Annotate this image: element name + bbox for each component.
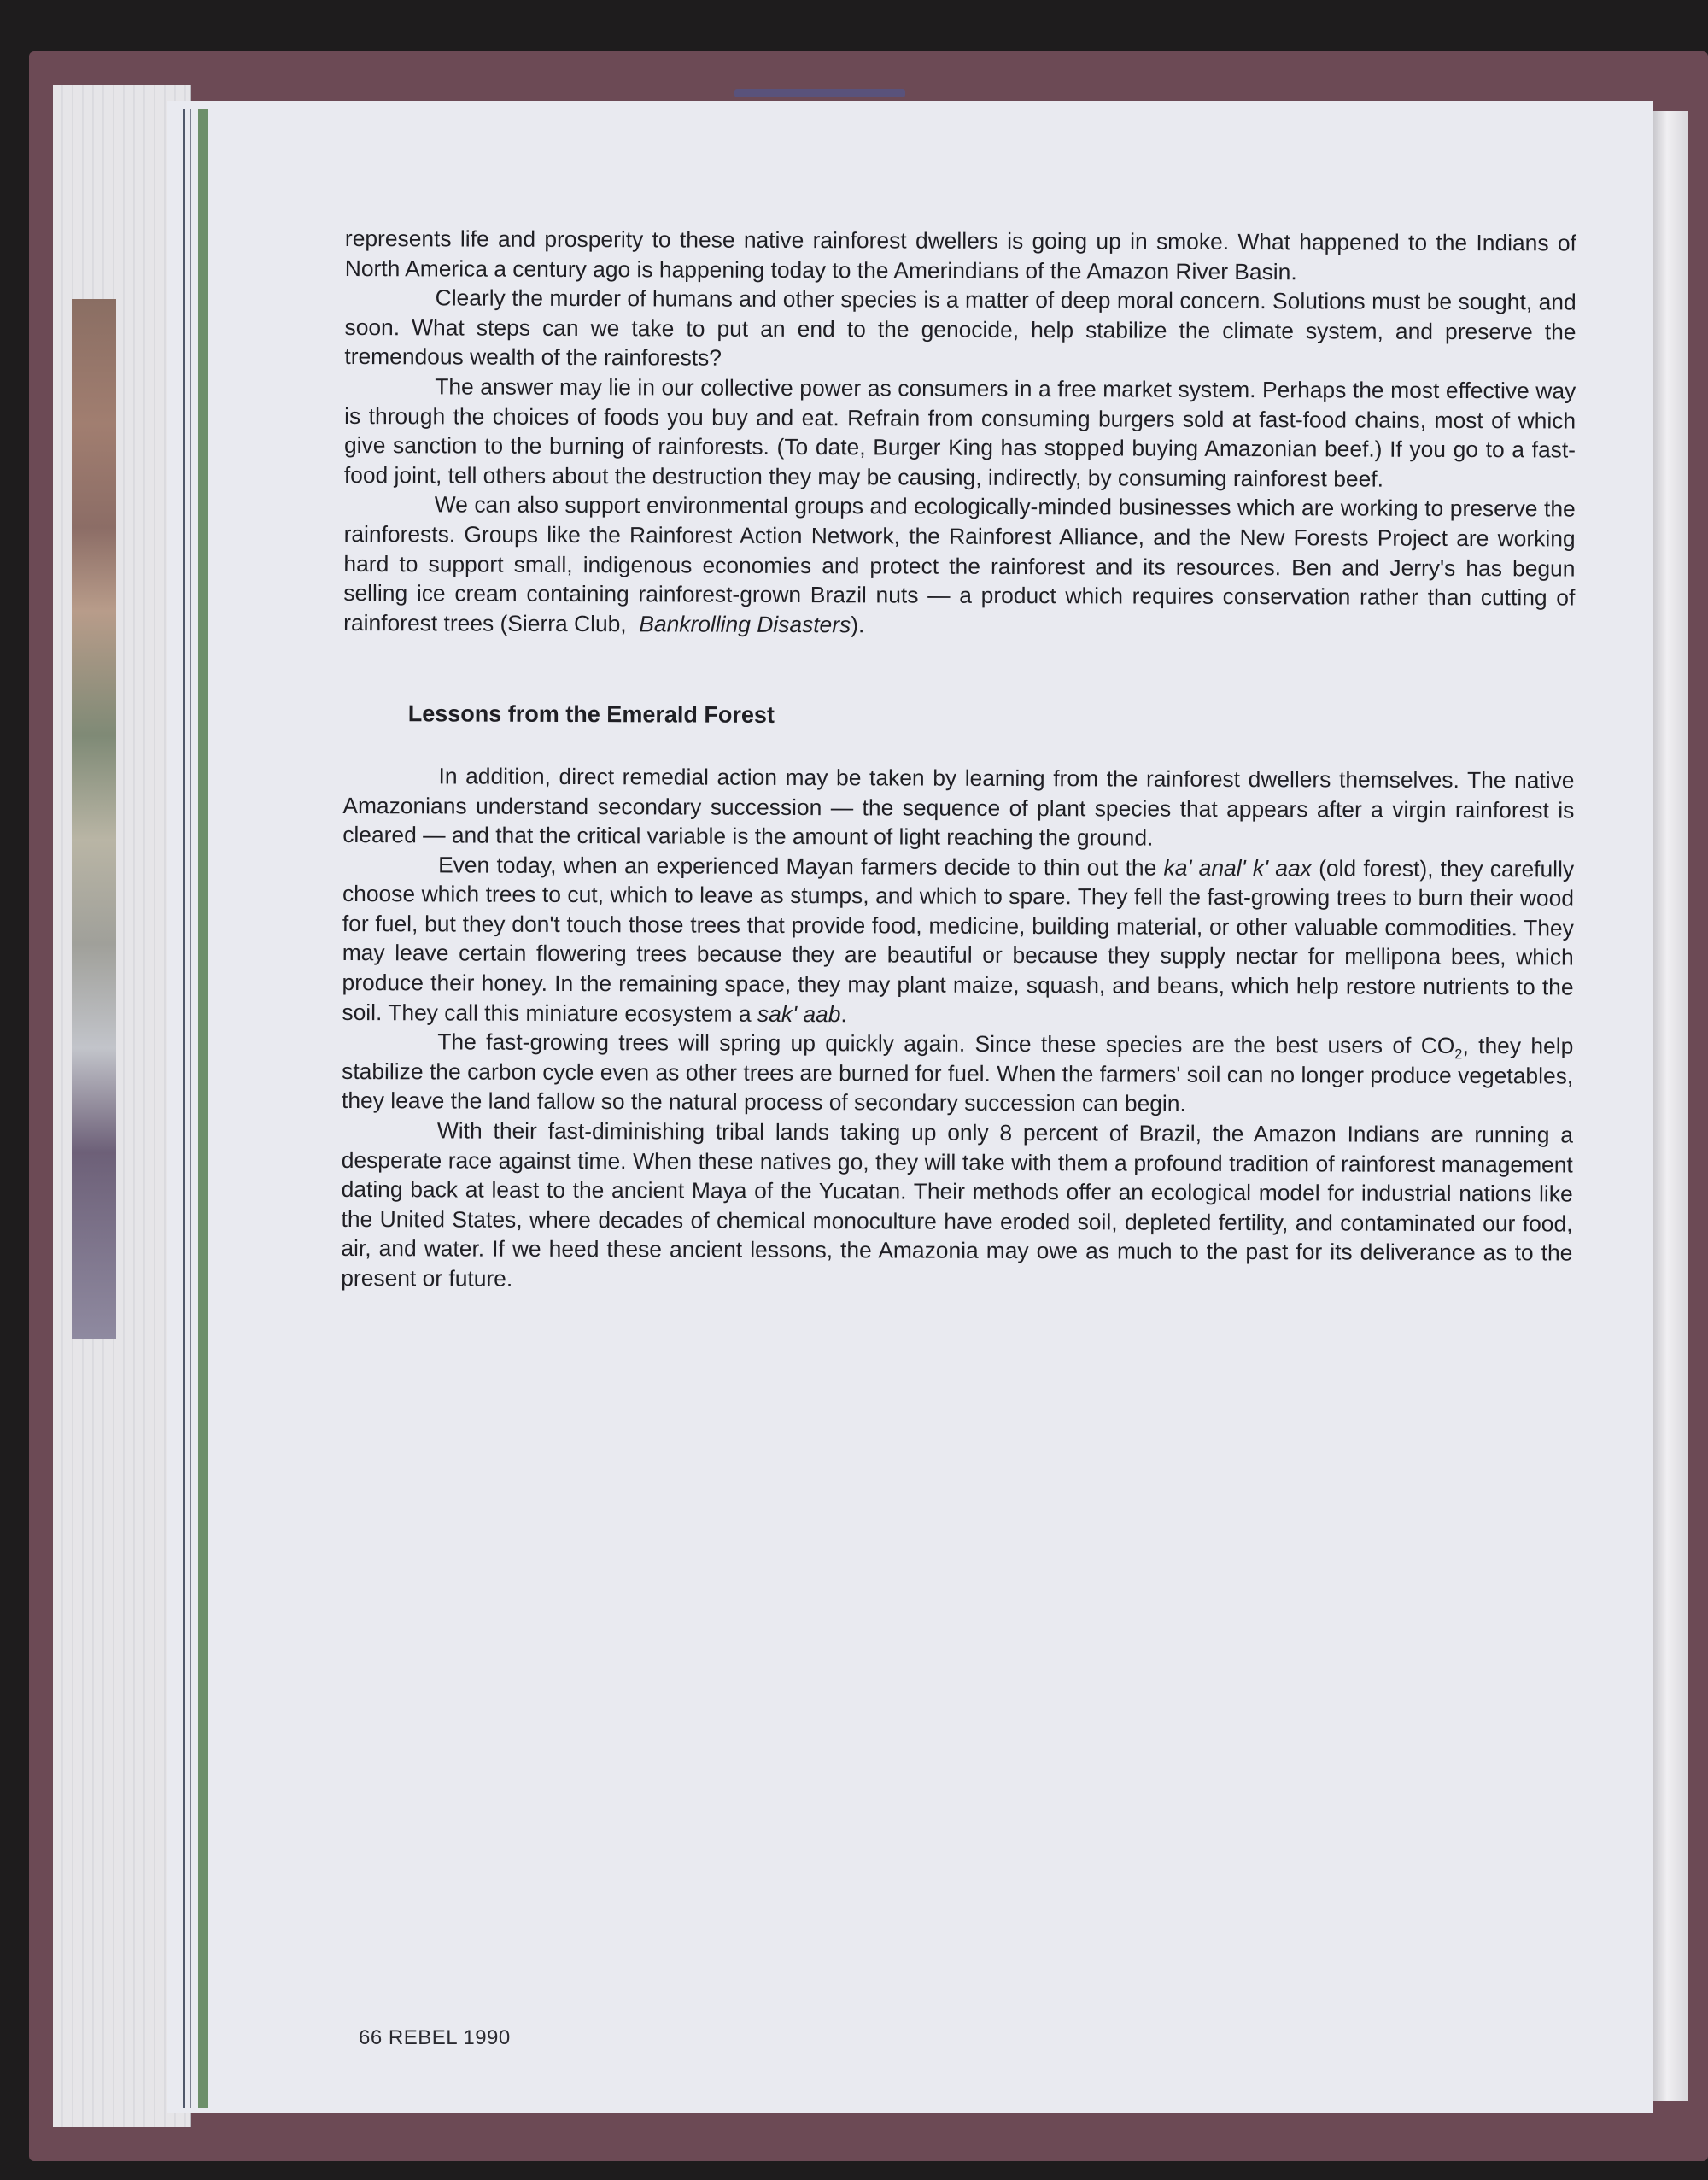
section-paragraph-4: With their fast-diminishing tribal lands taking up only 8 percent of Brazil, the Amazon Indians are running a desperate race against time. When these natives go, they will take with them a profound tradition of rainforest management dating back at least to the ancient Maya of the Yucatan. Their methods offer an ecological model for industrial nations like the United States, where decades of chemical monoculture have eroded soil, depleted fertility, and contaminated our food, air, and water. If we heed these ancient lessons, the Amazonia may owe as much to the past for its deliverance as to the present or future. bbox=[341, 1117, 1573, 1292]
article-body bbox=[341, 224, 1576, 1298]
facing-page-photo-edge bbox=[72, 299, 116, 1339]
paragraph-3: The answer may lie in our collective power as consumers in a free market system. Perhaps the most effective way is through the choices of foods you buy and eat. Refrain from consuming burgers sold at fast-food chains, most of which give sanction to the burning of rainforests. (To date, Burger King has stopped buying Amazonian beef.) If you go to a fast-food joint, tell others about the destruction they may be causing, indirectly, by consuming rainforest beef. bbox=[343, 373, 1576, 492]
section-heading: Lessons from the Emerald Forest bbox=[407, 700, 775, 729]
p3-end: , they help stabilize the carbon cycle even as other trees are burned for fuel. When the farmers' soil can no longer produce vegetables, they leave the land fallow so the natural process of secondary succession can begin. bbox=[342, 1033, 1574, 1117]
p3-start: The fast-growing trees will spring up quickly again. Since these species are the best users of CO bbox=[437, 1028, 1455, 1059]
page-footer: 66 REBEL 1990 bbox=[359, 2026, 511, 2049]
p2-end: . bbox=[840, 1000, 847, 1027]
paragraph-4 bbox=[343, 489, 1576, 642]
p2-start: Even today, when an experienced Mayan farmers decide to thin out the bbox=[438, 852, 1157, 881]
margin-rule-light bbox=[190, 109, 191, 2108]
citation-end: ). bbox=[851, 611, 865, 638]
margin-rule-dark bbox=[183, 109, 185, 2108]
page-curl-edge bbox=[1653, 111, 1688, 2101]
bleed-through-mark bbox=[734, 89, 905, 97]
p2-mid: (old forest), they carefully choose which trees to cut, which to leave as stumps, and which to spare. They fell the fast-growing trees to burn their wood for fuel, but they don't touch those trees that provide food, medicine, building material, or other valuable commodities. They may leave certain flowering trees because they are beautiful or because they supply nectar for mellipona bees, which produce their honey. In the remaining space, they may plant maize, squash, and beans, which help restore nutrients to the soil. They call this miniature ecosystem a bbox=[342, 855, 1575, 1027]
term-ecosystem: sak' aab bbox=[757, 1000, 841, 1027]
paragraph-2: Clearly the murder of humans and other species is a matter of deep moral concern. Solutions must be sought, and soon. What steps can we take to put an end to the genocide, help stabilize the climate system, and preserve the tremendous wealth of the rainforests? bbox=[344, 284, 1576, 372]
co2-subscript: 2 bbox=[1454, 1046, 1463, 1063]
term-old-forest: ka' anal' k' aax bbox=[1163, 854, 1312, 882]
paragraph-4-text: We can also support environmental groups and ecologically-minded businesses which are working to preserve the rainforests. Groups like the Rainforest Action Network, the Rainforest Alliance, and the New Forests Project are working hard to support small, indigenous economies and protect the rainforest and its resources. Ben and Jerry's has begun selling ice cream containing rainforest-grown Brazil nuts — a product which requires conservation rather than cutting of rainforest trees (Sierra Club, bbox=[343, 491, 1576, 636]
margin-rule-green bbox=[198, 109, 208, 2108]
section-paragraph-2 bbox=[342, 850, 1574, 1032]
section-paragraph-3 bbox=[342, 1027, 1573, 1120]
citation-title: Bankrolling Disasters bbox=[639, 611, 851, 637]
section-paragraph-1: In addition, direct remedial action may be taken by learning from the rainforest dwellers themselves. The native Amazonians understand secondary succession — the sequence of plant species that appears after a virgin rainforest is cleared — and that the critical variable is the amount of light reaching the ground. bbox=[342, 763, 1575, 851]
paragraph-1: represents life and prosperity to these native rainforest dwellers is going up in smoke. What happened to the Indians of North America a century ago is happening today to the Amerindians of the Amazon River Basin. bbox=[344, 226, 1576, 284]
